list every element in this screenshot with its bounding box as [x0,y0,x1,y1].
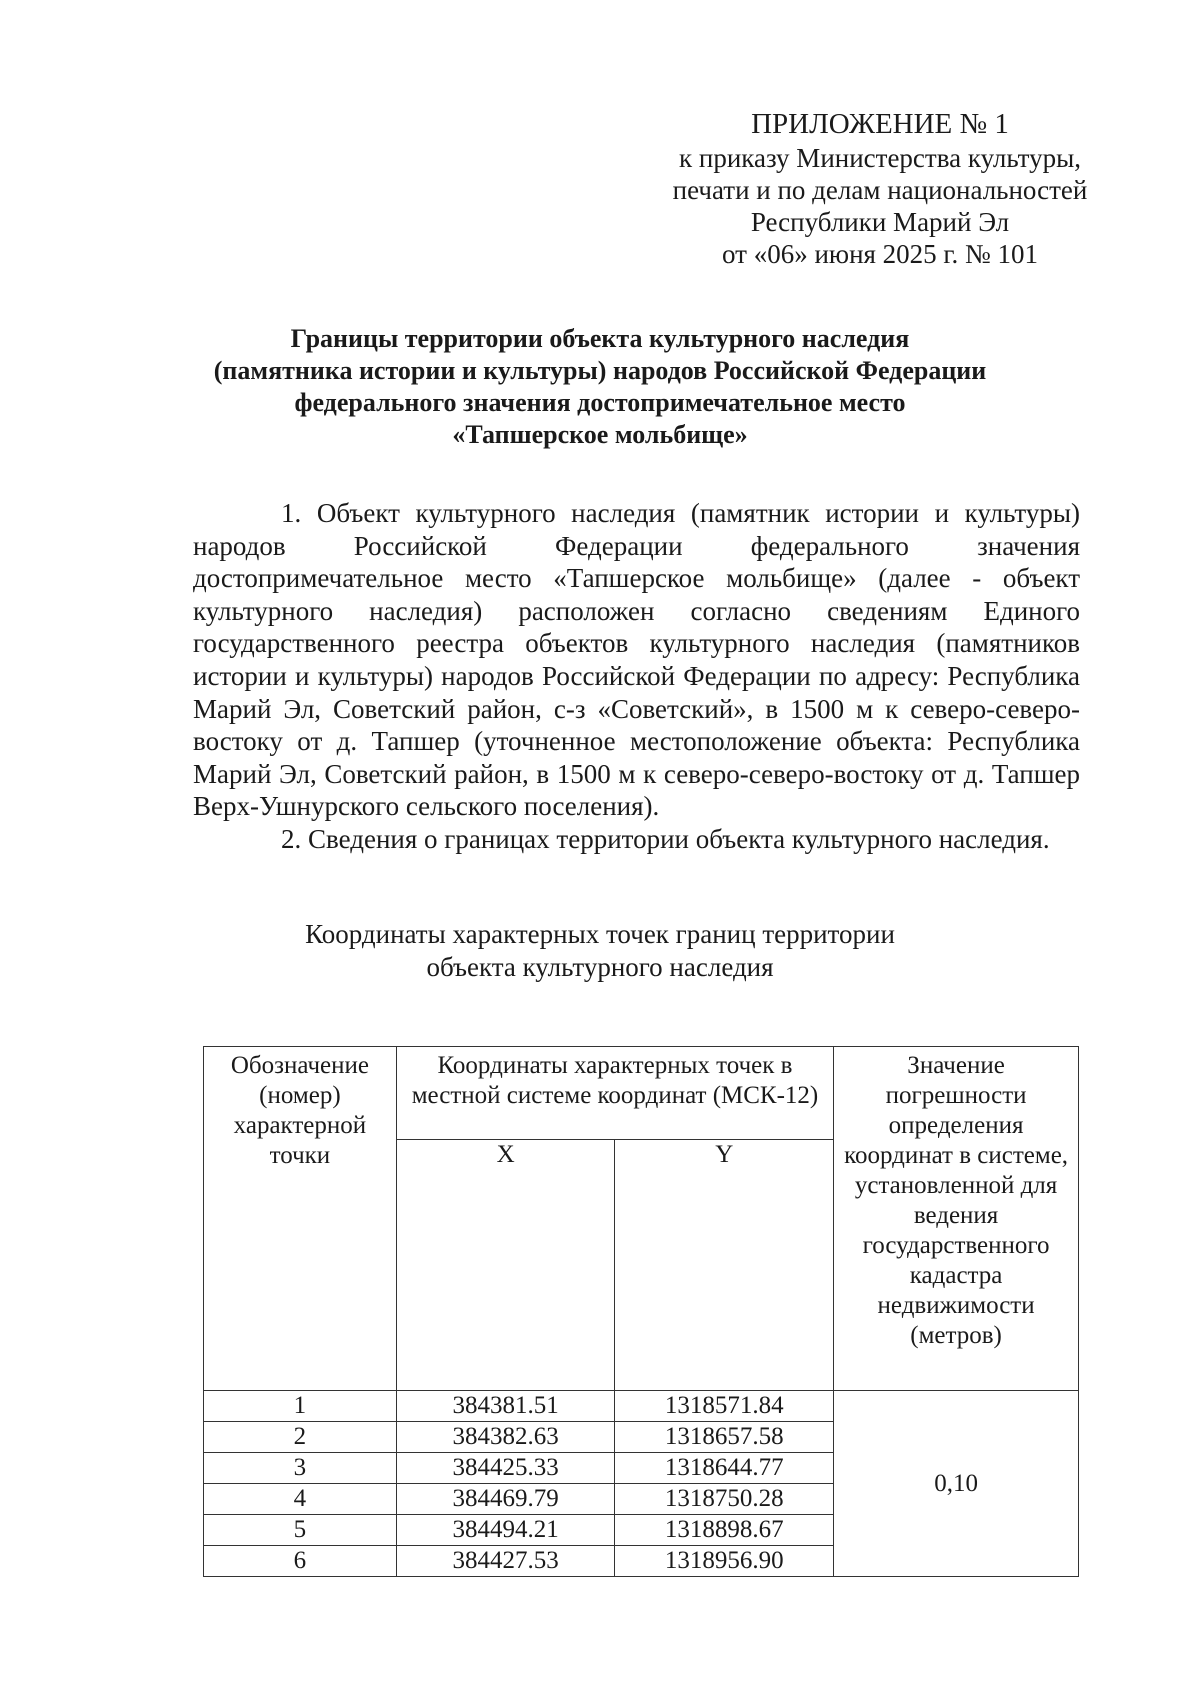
document-title-line: (памятника истории и культуры) народов Российской Федерации [213,356,987,385]
cell-x: 384381.51 [396,1391,615,1422]
paragraph-2: 2. Сведения о границах территории объекта культурного наследия. [281,823,1050,854]
cell-point: 4 [204,1484,397,1515]
cell-x: 384425.33 [396,1453,615,1484]
paragraph-1: 1. Объект культурного наследия (памятник истории и культуры) народов Российской Федерации федерального значения достопримечательное место «Тапшерское мольбище» (далее - объект культурного наследия) расположен согласно сведениям Единого государственного реестра объектов культурного наследия (памятников истории и культуры) народов Российской Федерации по адресу: Республика Марий Эл, Советский район, с-з «Советский», в 1500 м к северо-северо-востоку от д. Тапшер (уточненное местоположение объекта: Республика Марий Эл, Советский район, в 1500 м к северо-северо-востоку от д. Тапшер Верх-Ушнурского сельского поселения). [193,498,1080,822]
document-title [150,323,1050,451]
cell-y: 1318750.28 [615,1484,834,1515]
cell-point: 1 [204,1391,397,1422]
cell-x: 384494.21 [396,1515,615,1546]
cell-y: 1318644.77 [615,1453,834,1484]
cell-point: 2 [204,1422,397,1453]
cell-x: 384469.79 [396,1484,615,1515]
appendix-line: к приказу Министерства культуры, [679,143,1081,173]
coordinates-table [203,1046,1079,1577]
document-title-line: «Тапшерское мольбище» [452,420,748,449]
cell-point: 3 [204,1453,397,1484]
header-y: Y [615,1140,834,1391]
cell-y: 1318657.58 [615,1422,834,1453]
document-title-line: Границы территории объекта культурного наследия [290,324,910,353]
coordinates-title-line: объекта культурного наследия [426,952,774,982]
cell-y: 1318898.67 [615,1515,834,1546]
appendix-line: Республики Марий Эл [750,207,1010,237]
cell-y: 1318571.84 [615,1391,834,1422]
header-point: Обозначение (номер) характерной точки [204,1047,397,1391]
appendix-block [620,108,1140,270]
header-error: Значение погрешности определения координат в системе, установленной для ведения государственного кадастра недвижимости (метров) [834,1047,1079,1391]
cell-error: 0,10 [834,1391,1079,1577]
cell-x: 384427.53 [396,1546,615,1577]
coordinates-title [150,918,1050,984]
body-text [193,497,1080,856]
cell-point: 6 [204,1546,397,1577]
appendix-line: печати и по делам национальностей [672,175,1088,205]
appendix-title: ПРИЛОЖЕНИЕ № 1 [751,108,1009,140]
document-title-line: федерального значения достопримечательное место [294,388,906,417]
appendix-line: от «06» июня 2025 г. № 101 [722,239,1038,269]
header-coordinates: Координаты характерных точек в местной системе координат (МСК-12) [396,1047,833,1140]
coordinates-title-line: Координаты характерных точек границ территории [305,919,895,949]
cell-x: 384382.63 [396,1422,615,1453]
table-row [204,1391,1079,1422]
cell-y: 1318956.90 [615,1546,834,1577]
header-x: X [396,1140,615,1391]
cell-point: 5 [204,1515,397,1546]
